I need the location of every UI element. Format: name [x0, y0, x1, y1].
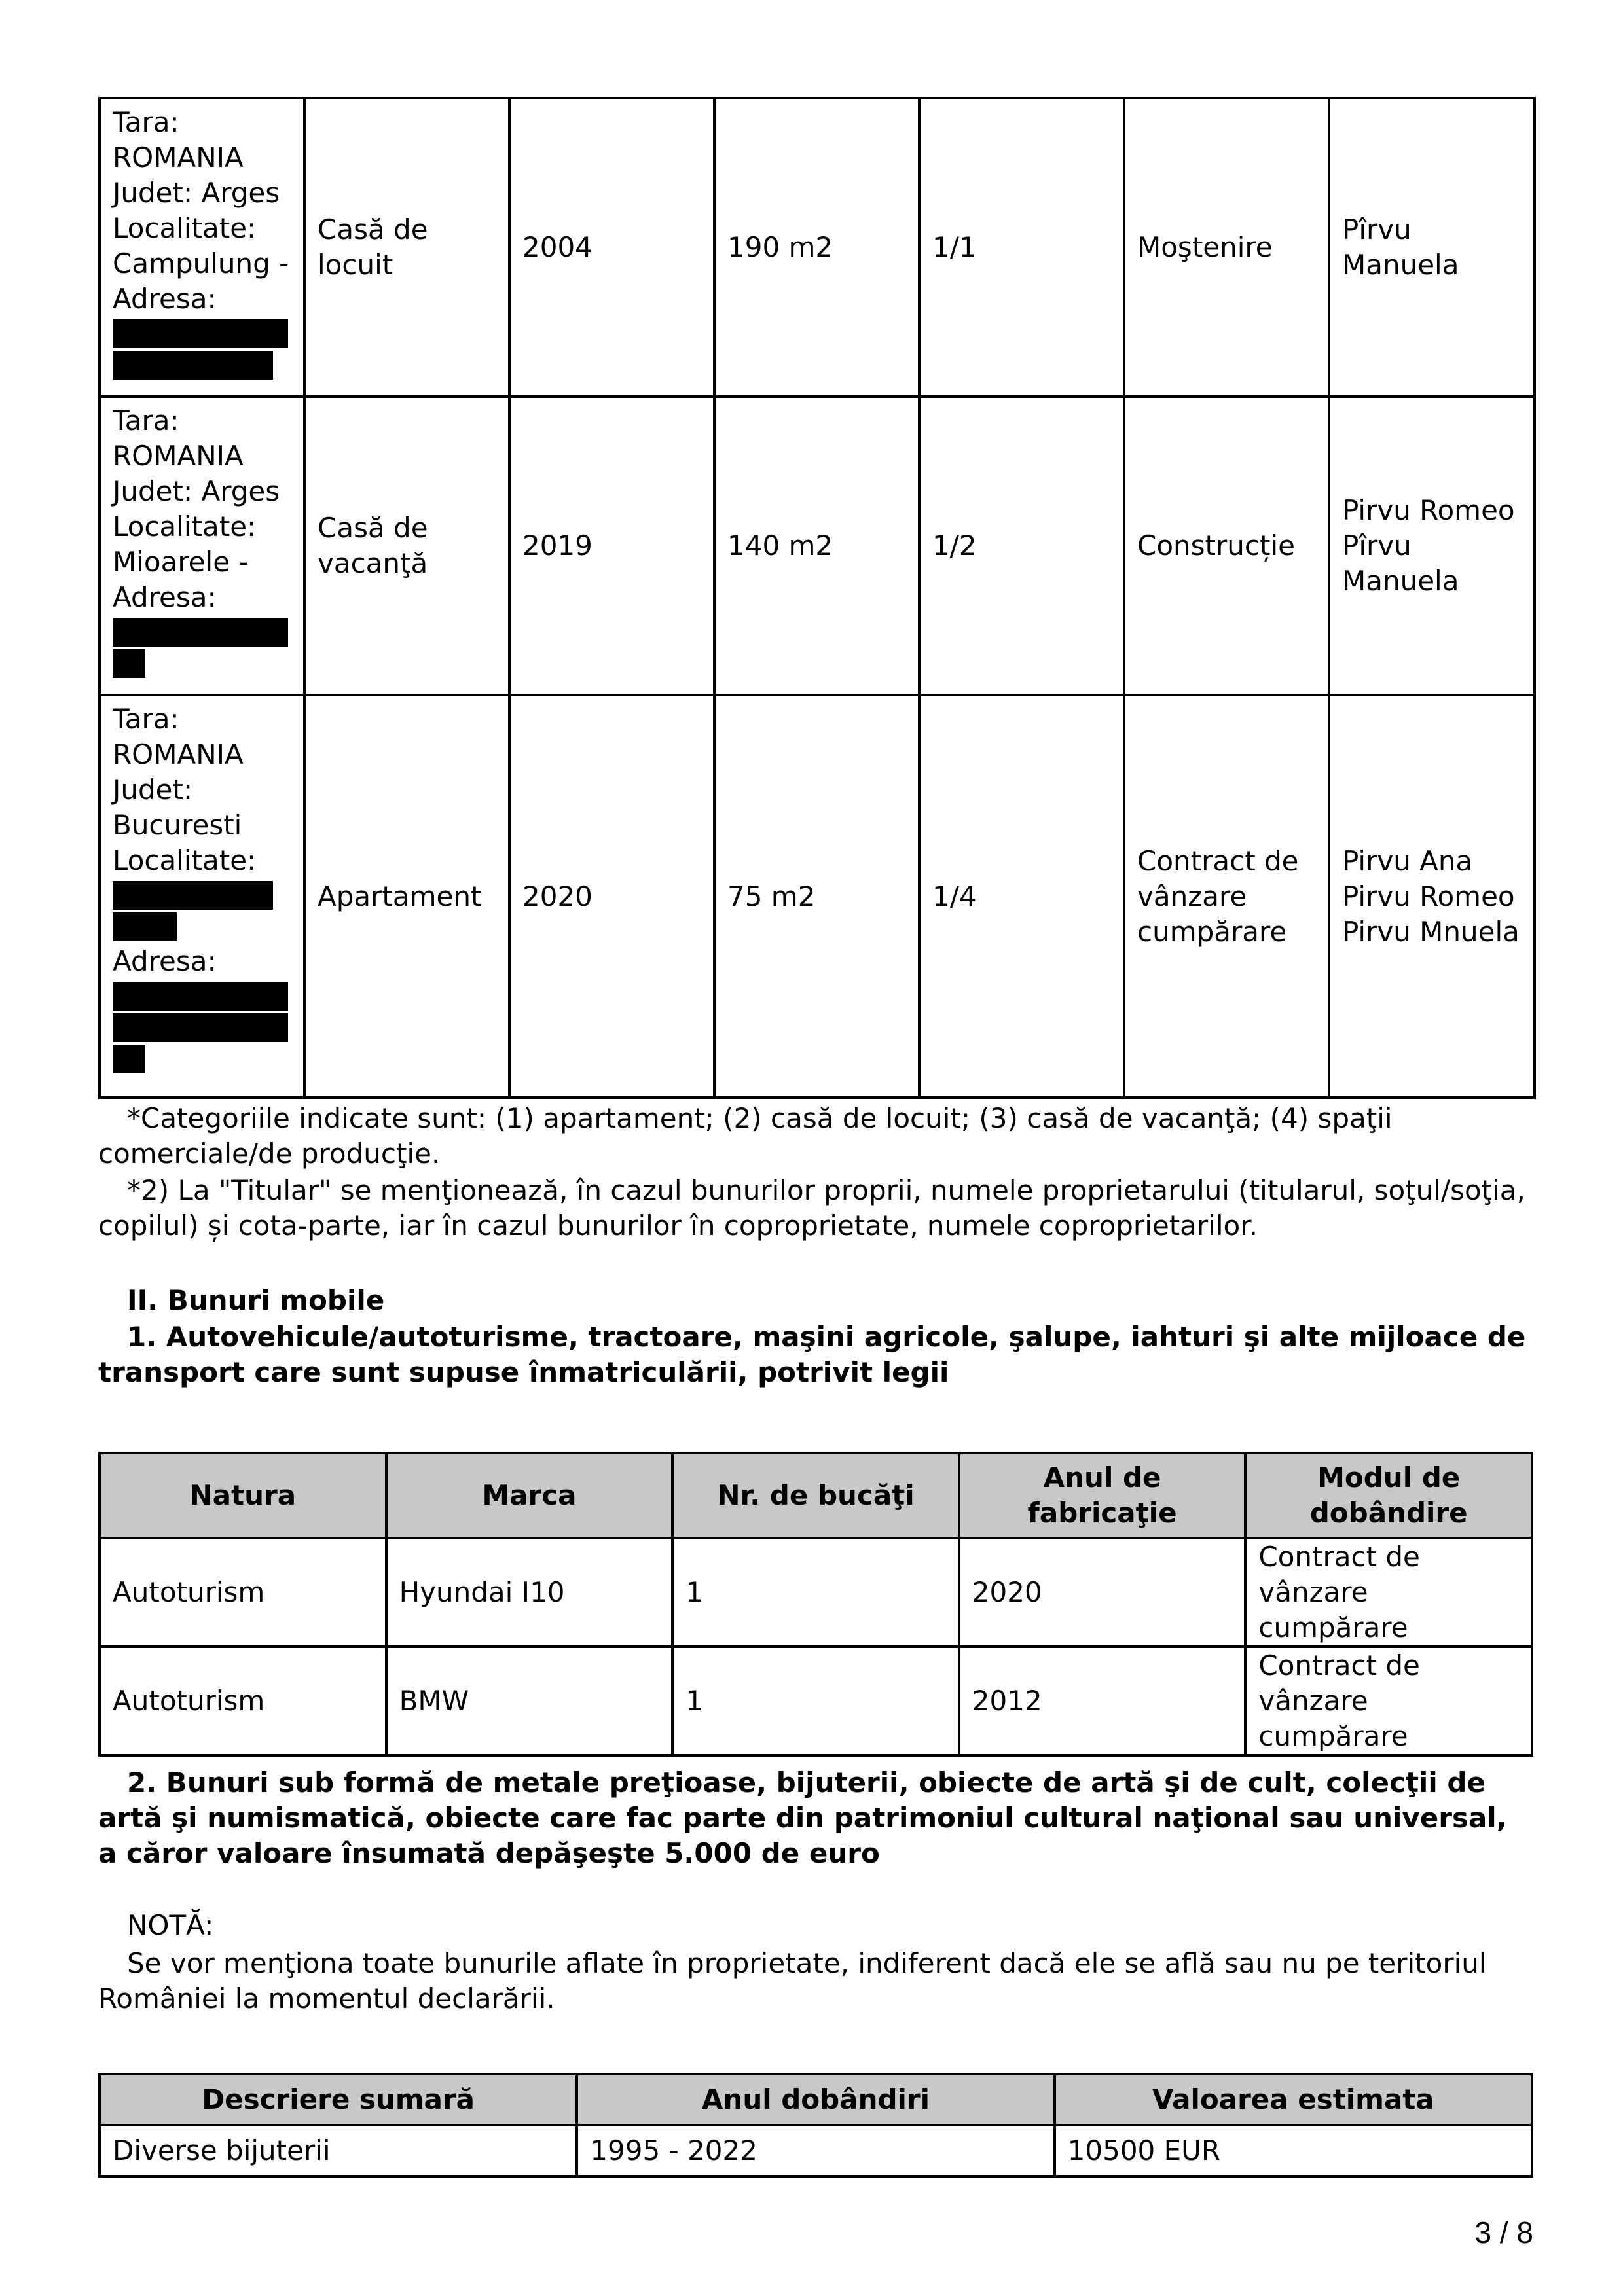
address-cell	[100, 695, 304, 1098]
address-line: Localitate:	[113, 511, 257, 543]
redaction-bar	[113, 319, 288, 348]
table-row	[100, 397, 1535, 695]
table-cell: Autoturism	[100, 1647, 386, 1755]
table-cell: Contract de vânzare cumpărare	[1245, 1647, 1532, 1755]
table-cell: BMW	[386, 1647, 673, 1755]
table-row	[100, 2125, 1532, 2176]
area-cell: 140 m2	[714, 397, 919, 695]
table-cell: 1995 - 2022	[577, 2125, 1054, 2176]
column-header: Anul dobândiri	[577, 2074, 1054, 2125]
address-line: Judet: Arges	[113, 475, 280, 507]
acquisition-cell: Moştenire	[1124, 98, 1329, 397]
redaction-bar	[113, 881, 273, 910]
titular-note: *2) La "Titular" se menţionează, în cazul bunurilor proprii, numele proprietarului (titularul, soţul/soţia, copilul) și cota-parte, iar în cazul bunurilor în coproprietate, numele coproprietarilor.	[98, 1174, 1525, 1242]
category-cell: Casă de vacanţă	[304, 397, 509, 695]
address-line: Tara:	[113, 106, 179, 138]
owner-cell: Pirvu Romeo Pîrvu Manuela	[1329, 397, 1535, 695]
redaction-bar	[113, 1013, 288, 1042]
redaction-bar	[113, 618, 288, 647]
column-header: Marca	[386, 1453, 673, 1538]
column-header: Natura	[100, 1453, 386, 1538]
year-cell: 2004	[509, 98, 714, 397]
redaction-bar	[113, 982, 288, 1011]
address-line: Tara:	[113, 404, 179, 437]
address-cell	[100, 98, 304, 397]
table-cell: Autoturism	[100, 1538, 386, 1647]
area-cell: 190 m2	[714, 98, 919, 397]
column-header: Modul de dobândire	[1245, 1453, 1532, 1538]
area-cell: 75 m2	[714, 695, 919, 1098]
nota-text: Se vor menţiona toate bunurile aflate în proprietate, indiferent dacă ele se află sau nu pe teritoriul României la momentul declarării.	[98, 1947, 1487, 2015]
address-line: Bucuresti	[113, 809, 242, 841]
table-row	[100, 98, 1535, 397]
owner-cell: Pîrvu Manuela	[1329, 98, 1535, 397]
redaction-bar	[113, 351, 273, 380]
address-line: Campulung -	[113, 247, 289, 279]
address-line: ROMANIA	[113, 738, 244, 770]
category-cell: Casă de locuit	[304, 98, 509, 397]
share-cell: 1/4	[919, 695, 1124, 1098]
vehicles-table	[98, 1452, 1533, 1757]
table-cell: Diverse bijuterii	[100, 2125, 577, 2176]
table-cell: 1	[672, 1647, 959, 1755]
subsection-heading: 1. Autovehicule/autoturisme, tractoare, maşini agricole, şalupe, iahturi şi alte mijloace de transport care sunt supuse înmatriculării, potrivit legii	[98, 1321, 1526, 1388]
address-line: Tara:	[113, 703, 179, 735]
address-line: Judet: Arges	[113, 177, 280, 209]
share-cell: 1/2	[919, 397, 1124, 695]
acquisition-cell: Construcție	[1124, 397, 1329, 695]
redaction-bar	[113, 649, 145, 678]
valuables-table	[98, 2073, 1533, 2178]
owner-cell: Pirvu Ana Pirvu Romeo Pirvu Mnuela	[1329, 695, 1535, 1098]
column-header: Anul de fabricaţie	[959, 1453, 1246, 1538]
column-header: Nr. de bucăţi	[672, 1453, 959, 1538]
column-header: Valoarea estimata	[1055, 2074, 1532, 2125]
table-cell: Contract de vânzare cumpărare	[1245, 1538, 1532, 1647]
address-line: ROMANIA	[113, 440, 244, 472]
table-cell: 1	[672, 1538, 959, 1647]
categories-note: *Categoriile indicate sunt: (1) apartament; (2) casă de locuit; (3) casă de vacanţă; (4) spaţii comerciale/de producţie.	[98, 1102, 1393, 1170]
address-line: ROMANIA	[113, 141, 244, 173]
address-line: Localitate:	[113, 844, 257, 876]
address-line: Adresa:	[113, 581, 217, 613]
share-cell: 1/1	[919, 98, 1124, 397]
page-number: 3 / 8	[1474, 2215, 1533, 2250]
table-header-row	[100, 2074, 1532, 2125]
acquisition-cell: Contract de vânzare cumpărare	[1124, 695, 1329, 1098]
table-cell: 10500 EUR	[1055, 2125, 1532, 2176]
table-header-row	[100, 1453, 1532, 1538]
table-cell: 2012	[959, 1647, 1246, 1755]
address-cell	[100, 397, 304, 695]
table-cell: 2020	[959, 1538, 1246, 1647]
year-cell: 2019	[509, 397, 714, 695]
address-line: Localitate:	[113, 212, 257, 244]
redaction-bar	[113, 1045, 145, 1073]
section-heading: II. Bunuri mobile	[127, 1284, 385, 1316]
year-cell: 2020	[509, 695, 714, 1098]
real-estate-table	[98, 97, 1536, 1099]
address-line: Adresa:	[113, 945, 217, 977]
redaction-bar	[113, 912, 177, 941]
category-cell: Apartament	[304, 695, 509, 1098]
table-row	[100, 1538, 1532, 1647]
column-header: Descriere sumară	[100, 2074, 577, 2125]
nota-label: NOTĂ:	[127, 1909, 214, 1941]
table-cell: Hyundai I10	[386, 1538, 673, 1647]
address-line: Adresa:	[113, 283, 217, 315]
address-line: Judet:	[113, 774, 193, 806]
address-line: Mioarele -	[113, 546, 249, 578]
table-row	[100, 695, 1535, 1098]
table-row	[100, 1647, 1532, 1755]
subsection-heading: 2. Bunuri sub formă de metale preţioase, bijuterii, obiecte de artă şi de cult, colecţii de artă şi numismatică, obiecte care fac parte din patrimoniul cultural naţional sau universal, a căror valoare însumată depăşeşte 5.000 de euro	[98, 1767, 1507, 1869]
